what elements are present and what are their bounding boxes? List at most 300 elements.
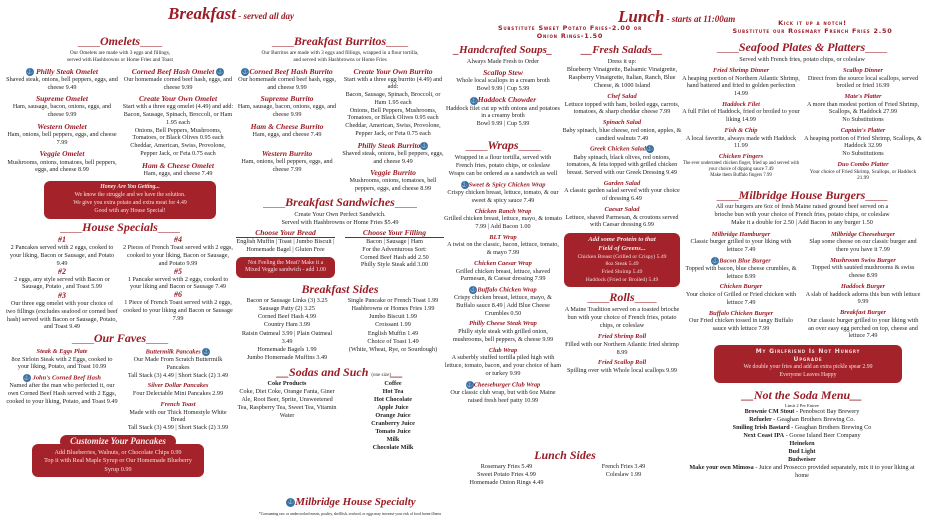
- lunch-subtitle: - starts at 11:00am: [664, 14, 736, 24]
- menu-item: [342, 168, 444, 193]
- menu-item: [6, 149, 118, 174]
- item-name: Western Burrito: [261, 148, 313, 158]
- item-desc: Philly style steak with grilled onion, mushrooms, bell peppers, & cheese 9.99: [452, 328, 554, 343]
- item-desc: Ham, eggs, and cheese 7.49: [252, 130, 322, 138]
- menu-item: [6, 292, 118, 331]
- item-desc: Your choice of Grilled or Fried chicken with lettuce 7.49: [685, 291, 797, 306]
- item-name: Supreme Burrito: [260, 94, 314, 104]
- item-name: Haddock Burger: [840, 282, 886, 290]
- rolls-subtitle: A Maine Tradition served on a toasted brioche bun with your choice of French fries, potato chips, or coleslaw: [564, 305, 680, 329]
- menu-item: [444, 68, 562, 93]
- sub-line: brioche bun with your choice of French fries, potato chips, or coleslaw: [714, 211, 890, 219]
- menu-item: [444, 286, 562, 317]
- menu-item: [444, 381, 562, 405]
- item-number: #2: [58, 266, 66, 276]
- item-name: Steak & Eggs Plate: [36, 347, 88, 355]
- menu-item: [6, 374, 118, 405]
- item-price: Tall Stack (3) 4.99 | Short Stack (2) 3.99: [127, 424, 229, 431]
- item-desc: A heaping portion of Northern Atlantic Shrimp, hand battered and fried to golden perfection 14.99: [682, 74, 800, 97]
- item-name: Fried Shrimp Dinner: [712, 66, 770, 74]
- box-line: We give you extra potato and extra meat for 4.49: [73, 200, 187, 207]
- item-desc: The ever underrated chicken finger, fried up and served with your choice of dipping sauce 7.49: [682, 160, 800, 172]
- menu-item: [444, 347, 562, 378]
- item-name: Cheeseburger Club Wrap: [473, 381, 541, 389]
- drink-item: Hot Tea: [382, 387, 404, 395]
- drink-item: Tomato Juice: [375, 428, 411, 436]
- item-name: Veggie Omelet: [39, 149, 85, 159]
- menu-item: [804, 127, 922, 158]
- seafood-subtitle: Served with French fries, potato chips, or coleslaw: [739, 55, 865, 63]
- lunch-title: Lunch: [618, 7, 665, 26]
- item-name: Duo Combo Platter: [837, 160, 889, 168]
- wraps-title: ____ Wraps ____: [444, 138, 562, 154]
- breakfast-sides-left: [236, 297, 338, 362]
- item-desc: Start with a three egg burrito (4.49) and add:: [343, 75, 443, 91]
- side-item: Sweet Potato Fries 4.99: [477, 471, 536, 479]
- item-name: Create Your Own Omelet: [138, 94, 218, 104]
- item-number: #4: [174, 235, 182, 245]
- item-desc: Whole local scallops in a cream broth: [456, 76, 550, 84]
- item-name: Buffalo Chicken Burger: [708, 309, 774, 317]
- drink-name: Heineken: [789, 440, 815, 448]
- menu-item: [122, 348, 234, 379]
- item-name: Philly Steak Burrito: [357, 140, 421, 150]
- drink-maker: - Penobscot Bay Brewery: [794, 407, 860, 415]
- menu-item: [682, 153, 800, 179]
- drink-item: [682, 440, 922, 448]
- protein-option: Haddock (Fried or Broiled) 5.49: [585, 276, 659, 283]
- item-desc: Lettuce topped with ham, boiled eggs, carrots, tomatoes, & sharp cheddar cheese 7.99: [564, 100, 680, 116]
- item-name: Fried Shrimp Roll: [597, 333, 647, 341]
- item-name: Western Omelet: [37, 121, 87, 131]
- item-extra: Cheddar, American, Swiss, Provolone, Pepper Jack, or Feta 0.75 each: [130, 142, 226, 157]
- drink-maker: - Geaghan Brothers Brewing Co.: [771, 415, 855, 423]
- anchor-icon: ⚓: [470, 97, 478, 104]
- kick-it-up-note: [700, 19, 925, 35]
- item-desc: Baby spinach, blue cheese, red onion, apples, & candied walnuts 7.49: [562, 126, 682, 142]
- menu-item: [122, 67, 234, 92]
- drink-name: Brownie CM Stout: [744, 407, 795, 415]
- sub-line: Served with Hashbrowns or Home Fries $5.49: [281, 218, 399, 226]
- salads-title-text: Fresh Salads: [592, 44, 652, 56]
- item-desc: Made with our Thick Homestyle White Bread: [129, 408, 227, 424]
- item-name: Caesar Salad: [604, 205, 640, 213]
- breakfast-subtitle: - served all day: [236, 11, 294, 21]
- item-price: Tall Stack (3) 4.49 | Short Stack (2) 3.49: [127, 371, 229, 379]
- menu-item: [6, 236, 118, 267]
- item-desc: Ham, sausage, bacon, onions, eggs, and cheese 9.99: [12, 103, 112, 119]
- lunch-sides-right: [567, 463, 680, 487]
- item-desc: A classic garden salad served with your choice of dressing 6.49: [564, 187, 680, 203]
- menu-item: [562, 119, 682, 142]
- drink-item: Apple Juice: [377, 403, 409, 411]
- item-desc: Crispy chicken breast, lettuce, mayo, & Buffalo sauce 8.49 | Add Blue Cheese Crumbles 0.50: [454, 294, 552, 317]
- box-title: Honey Are You Getting...: [100, 184, 160, 191]
- lunch-substitute-note: [440, 24, 700, 40]
- side-item: Corned Beef Hash 4.99: [257, 313, 317, 321]
- item-extra: Cheddar, American, Swiss, Provolone, Pepper Jack, or Feta 0.75 each: [345, 122, 441, 137]
- item-desc: Our homemade corned beef hash, eggs, and cheese 9.99: [123, 75, 233, 91]
- menu-item: [122, 161, 234, 178]
- menu-item: [562, 180, 682, 203]
- hungry-promo-box: [44, 181, 216, 218]
- menu-item: [562, 359, 682, 374]
- drink-item: [682, 408, 922, 416]
- menu-item: [682, 257, 800, 281]
- item-desc: A heaping portion of Fried Shrimp, Scallops, & Haddock 32.99: [804, 134, 922, 150]
- item-desc: English Muffin | Toast | Jumbo Biscuit | Homemade Bagel | Gluten Free: [236, 238, 335, 253]
- menu-item: [342, 67, 444, 138]
- side-item: Raisin Oatmeal 3.99 | Plain Oatmeal 3.49: [241, 329, 333, 345]
- sub-line: French fries, potato chips, or coleslaw: [455, 161, 551, 169]
- sub-line: Dress it up:: [607, 57, 637, 65]
- item-name: Scallop Dinner: [843, 66, 883, 74]
- item-desc: Our three egg omelet with your choice of two fillings (excludes seafood or corned beef hash) served with Bacon or Sausage, Potato, and Toast 9.49: [6, 300, 118, 331]
- item-number: #5: [174, 266, 182, 276]
- soups-title-text: Handcrafted Soups: [459, 44, 547, 56]
- item-desc: For the Adventurous Sort:: [362, 245, 427, 253]
- item-name: Mate's Platter: [844, 93, 882, 100]
- drinks-title-text: Not the Soda Menu: [753, 387, 851, 402]
- item-name: BLT Wrap: [489, 233, 517, 241]
- item-desc: Our Made From Scratch Buttermilk Pancakes: [133, 356, 223, 371]
- drink-item: [682, 432, 922, 440]
- item-name: Haddock Filet: [722, 100, 760, 108]
- item-extra: No Substitutions: [842, 116, 884, 124]
- note-line: Substitute our Rosemary French Fries 2.50: [732, 27, 893, 35]
- drink-maker: - Geaghan Brothers Brewing Co: [789, 423, 872, 431]
- anchor-icon: ⚓: [23, 375, 31, 382]
- item-price: Bowl 9.99 | Cup 5.99: [476, 120, 530, 128]
- item-name: French Toast: [160, 400, 196, 408]
- menu-item: [6, 268, 118, 292]
- menu-item: [236, 67, 338, 92]
- item-desc: Filled with our Northern Atlantic fried shrimp 8.99: [565, 340, 679, 356]
- item-desc: A more than modest portion of Fried Shrimp, Scallops, & Haddock 27.99: [806, 100, 920, 116]
- omelets-title: ____ Omelets ____: [6, 34, 234, 50]
- item-name: Corned Beef Hash Omelet: [131, 66, 215, 76]
- side-item: Single Pancake or French Toast 1.99: [347, 297, 439, 305]
- omelets-subtitle: [6, 50, 234, 64]
- drink-name: Next Coast IPA: [743, 432, 785, 440]
- item-desc: Spilling over with Whole local scallops 9.99: [566, 366, 678, 374]
- girlfriend-upgrade-box: [714, 345, 902, 383]
- sub-line: and served with Hashbrowns or Home Fries: [293, 56, 387, 63]
- drink-item: [682, 416, 922, 424]
- breakfast-header: [168, 3, 294, 24]
- side-item: Rosemary Fries 5.49: [480, 463, 533, 470]
- menu-item: [682, 310, 800, 333]
- item-name: Breakfast Burger: [840, 309, 886, 317]
- column-breakfast-left: [6, 34, 234, 477]
- customize-box: [32, 444, 204, 477]
- item-desc: Ham, onions, bell peppers, eggs, and cheese 7.99: [241, 157, 333, 173]
- note-line: Onion Rings-1.50: [536, 32, 604, 40]
- box-title: Upgrade: [793, 356, 823, 364]
- drink-name: Bud Light: [788, 448, 816, 456]
- salads-dressing: [562, 58, 682, 90]
- lunch-sides-title: Lunch Sides: [534, 448, 596, 462]
- menu-item: [562, 145, 682, 176]
- menu-item: [122, 268, 234, 292]
- item-number: #1: [58, 235, 66, 245]
- menu-item: [6, 348, 118, 371]
- coke-desc: Coke, Diet Coke, Orange Fanta, Giner Ale, Root Beer, Sprite, Unsweetened Tea, Raspberry Tea, Sweet Tea, Vitamin Water: [237, 387, 337, 420]
- item-desc: Shaved steak, onions, bell peppers, eggs, and cheese 9.49: [342, 149, 444, 165]
- item-name: Scallop Stew: [483, 67, 523, 77]
- drink-item: [682, 464, 922, 480]
- menu-item: [804, 231, 922, 254]
- item-desc: Grilled chicken breast, lettuce, shaved Parmesan, & Caesar dressing 7.99: [455, 267, 551, 283]
- menu-item: [444, 181, 562, 205]
- drink-item: [682, 456, 922, 464]
- menu-item: [444, 95, 562, 128]
- side-item: Jumbo Homemade Muffins 3.49: [246, 353, 328, 361]
- menu-item: [236, 94, 338, 119]
- menu-item: [444, 320, 562, 343]
- anchor-icon: ⚓: [460, 181, 469, 188]
- menu-item: [804, 309, 922, 340]
- sub-line: Make it a double for 2.50 | Add Bacon to any burger 1.50: [731, 219, 873, 227]
- drinks-limit: Limit 2 Per Entree: [784, 402, 820, 408]
- side-item: Homemade Onion Rings 4.49: [469, 479, 544, 487]
- item-name: Milbridge Cheeseburger: [830, 230, 896, 238]
- protein-option: Chicken Breast (Grilled or Crispy) 5.49: [577, 253, 667, 260]
- side-item: (White, Wheat, Rye, or Sourdough): [348, 345, 438, 353]
- item-extra: Bacon, Sausage, Spinach, Broccoli, or Ham 1.95 each: [123, 111, 233, 126]
- item-desc: 2 eggs, any style served with Bacon or Sausage, Potato , and Toast 5.99: [14, 275, 110, 291]
- menu-item: [562, 93, 682, 116]
- bread-choice: [236, 228, 335, 254]
- item-desc: Ham, sausage, bacon, onions, eggs, and cheese 9.99: [237, 103, 337, 119]
- item-extra: Onions, Bell Peppers, Mushrooms, Tomatoes, or Black Olives 0.95 each: [132, 126, 224, 142]
- menu-item: [122, 401, 234, 432]
- item-desc: Crispy chicken breast, lettuce, tomato, & our sweet & spicy sauce 7.49: [447, 189, 559, 204]
- item-desc: Corned Beef Hash add 2.50: [360, 253, 429, 261]
- drink-item: Milk: [386, 436, 400, 444]
- item-name: Create Your Own Burrito: [353, 66, 433, 76]
- sandwiches-title: ____ Breakfast Sandwiches ____: [236, 195, 444, 211]
- lunch-sides: [450, 448, 680, 487]
- side-item: Croissant 1.99: [375, 321, 411, 329]
- anchor-icon: ⚓: [469, 287, 478, 294]
- item-name: Bacon Blue Burger: [719, 257, 771, 265]
- item-desc: Mushrooms, onions, tomatoes, bell peppers, eggs, and cheese 8.99: [7, 158, 117, 174]
- item-name: Chicken Ranch Wrap: [474, 207, 532, 215]
- menu-item: [804, 257, 922, 280]
- anchor-icon: ⚓: [420, 142, 429, 149]
- rolls-title: ____ Rolls ____: [562, 290, 682, 306]
- item-name: John's Corned Beef Hash: [32, 374, 101, 382]
- anchor-icon: ⚓: [711, 257, 719, 264]
- item-desc: 2 Pieces of French Toast served with 2 eggs, cooked to your liking, Bacon or Sausage, and Potato 9.99: [123, 244, 233, 267]
- item-desc: Baby spinach, black olives, red onions, tomatoes, & feta topped with grilled chicken breast. Served with our Greek Dressing 9.49: [566, 153, 678, 177]
- sub-line: Create Your Own Perfect Sandwich.: [294, 210, 386, 218]
- burgers-title: ____ Milbridge House Burgers ____: [682, 188, 922, 204]
- item-name: Club Wrap: [488, 346, 518, 354]
- item-desc: 1 Piece of French Toast served with 2 eggs, cooked to your liking and Bacon or Sausage 7.99: [123, 299, 233, 322]
- item-name: Choose Your Bread: [236, 228, 335, 238]
- food-safety-disclaimer: *Consuming raw or undercooked meats, poultry, shellfish, seafood, or eggs may increase your risk of food borne illness: [258, 512, 442, 516]
- item-name: Spinach Salad: [602, 119, 642, 127]
- menu-item: [6, 122, 118, 147]
- drink-name: Budweiser: [788, 456, 816, 464]
- item-number: #3: [58, 291, 66, 301]
- menu-item: [682, 231, 800, 254]
- item-name: Veggie Burrito: [370, 168, 416, 178]
- item-desc: Ham, eggs, and cheese 7.49: [143, 169, 213, 177]
- item-desc: Ham, onions, bell peppers, eggs, and cheese 7.99: [7, 130, 117, 146]
- item-desc: Shaved steak, onions, bell peppers, eggs, and cheese 9.49: [6, 75, 118, 91]
- sub-line: Blueberry Vinaigrette, Balsamic Vinaigrette, Raspberry Vinaigrette, Italian, Ranch, Blue Cheese, & 1000 Island: [566, 65, 678, 89]
- item-desc: A suberbly stuffed tortilla piled high with lettuce, tomato, bacon, and your choice of ham or turkey 9.99: [444, 354, 562, 377]
- veggie-sandwich-box: Not Feeling the Meat? Make it a Mixed Veggie sandwich - add 1.00: [236, 257, 335, 279]
- protein-option: Fried Shrimp 5.49: [601, 269, 643, 276]
- item-name: Chicken Burger: [719, 283, 763, 291]
- side-item: English Muffin 1.49: [367, 329, 419, 337]
- item-name: Chicken Caesar Wrap: [474, 259, 532, 267]
- drink-item: Chocolate Milk: [372, 444, 414, 452]
- our-faves-title: ____ Our Faves ____: [6, 331, 234, 347]
- note-line: Substitute Sweet Potato Fries-2.00 or: [497, 24, 642, 32]
- item-name: Supreme Omelet: [35, 94, 89, 104]
- drink-item: [682, 448, 922, 456]
- item-name: Milbridge Hamburger: [711, 230, 771, 238]
- item-desc: Classic burger grilled to your liking with lettuce 7.49: [690, 238, 792, 253]
- item-name: Buttermilk Pancakes: [145, 348, 201, 356]
- item-name: Philly Steak Omelet: [35, 66, 98, 76]
- item-name: Garden Salad: [603, 179, 641, 187]
- column-seafood-burgers-drinks: [682, 40, 922, 480]
- burritos-title: ____ Breakfast Burritos ____: [236, 34, 444, 50]
- item-desc: Direct from the source local scallops, served broiled or fried 16.99: [807, 74, 919, 90]
- item-price: Bowl 9.99 | Cup 5.99: [476, 84, 530, 92]
- menu-item: [562, 333, 682, 356]
- menu-item: [122, 94, 234, 157]
- sodas-title-text: Sodas and Such: [289, 364, 369, 379]
- item-desc: A twist on the classic, bacon, lettuce, tomato, & mayo 7.99: [447, 241, 559, 257]
- item-extra: Bacon, Sausage, Spinach, Broccoli, or Ham 1.95 each: [345, 91, 441, 106]
- size-note: (one size): [371, 372, 391, 378]
- item-desc: 1 Pancake served with 2 eggs, cooked to your liking and Bacon or Sausage 7.49: [127, 275, 229, 291]
- menu-item: [804, 67, 922, 90]
- item-name: Buffalo Chicken Wrap: [477, 286, 537, 294]
- box-line: Good with any House Special!: [94, 207, 166, 214]
- menu-item: [122, 382, 234, 397]
- item-name: Corned Beef Hash Burrito: [249, 66, 333, 76]
- item-desc: Philly Style Steak add 3.00: [360, 261, 429, 269]
- item-name: Fish & Chip: [724, 126, 758, 134]
- lunch-sides-left: [450, 463, 563, 487]
- menu-item: [444, 234, 562, 257]
- menu-item: [682, 67, 800, 98]
- breakfast-title: Breakfast: [168, 4, 236, 23]
- seafood-title: ____ Seafood Plates & Platters ____: [682, 40, 922, 56]
- box-line: We know the struggle and we have the solution.: [74, 192, 186, 199]
- item-name: Chicken Fingers: [718, 153, 764, 161]
- item-name: Ham & Cheese Burrito: [250, 121, 324, 131]
- item-desc: Our homemade corned beef hash, eggs, and cheese 9.99: [238, 75, 336, 91]
- side-item: Sausage Patty (2) 3.25: [259, 305, 315, 313]
- note-line: Kick it up a notch!: [778, 19, 847, 27]
- coke-products: [236, 380, 338, 453]
- box-line: Everyone Leaves Happy: [779, 372, 837, 378]
- side-item: Jumbo Biscuit 1.99: [369, 313, 417, 321]
- menu-item: [804, 93, 922, 124]
- drink-name: Smiling Irish Bastard: [732, 423, 790, 431]
- item-desc: Named after the man who perfected it, our own Corned Beef Hash served with 2 Eggs, cooked to your liking, Potato, and Toast 9.49: [6, 382, 118, 405]
- menu-item: [236, 122, 338, 139]
- side-item: Choice of Toast 1.49: [367, 337, 419, 345]
- item-number: #6: [174, 290, 182, 300]
- item-name: Mushroom Swiss Burger: [830, 256, 896, 264]
- sub-line: served with Hashbrowns or Home Fries and Toast: [67, 56, 173, 63]
- anchor-icon: ⚓: [202, 348, 211, 355]
- anchor-icon: ⚓: [26, 68, 34, 75]
- drink-item: Cranberry Juice: [371, 420, 415, 428]
- menu-item: [444, 208, 562, 231]
- menu-item: [236, 149, 338, 174]
- menu-item: [122, 291, 234, 322]
- side-item: Bacon or Sausage Links (3) 3.25: [246, 297, 328, 305]
- other-drinks: [342, 380, 444, 453]
- menu-item: [6, 94, 118, 119]
- drink-name: Make your own Mimosa: [689, 464, 754, 472]
- anchor-icon: ⚓: [287, 498, 295, 505]
- item-name: Philly Cheese Steak Wrap: [469, 320, 537, 328]
- box-title: Add some Protein to that: [588, 236, 656, 244]
- filling-choice: [345, 228, 444, 269]
- salads-title: __Fresh Salads__: [581, 44, 663, 56]
- item-desc: Start with a three egg omelet (4.49) and add:: [122, 103, 234, 111]
- anchor-icon: ⚓: [216, 68, 224, 75]
- column-lunch-salads-rolls: [562, 44, 682, 375]
- menu-item: [6, 67, 118, 92]
- anchor-icon: ⚓: [646, 146, 654, 153]
- sub-line: Our Omelets are made with 3 eggs and fillings,: [69, 49, 171, 56]
- side-item: Homemade Bagels 1.99: [257, 345, 317, 353]
- item-desc: Slap some cheese on our classic burger and there you have it 7.99: [809, 238, 917, 253]
- menu-item: [682, 101, 800, 124]
- side-item: Country Ham 3.99: [263, 321, 311, 329]
- sandwiches-subtitle: [236, 211, 444, 227]
- side-item: Hashbrowns or Homes Fries 1.99: [351, 305, 435, 313]
- item-desc: Grilled chicken breast, lettuce, mayo, & tomato 7.99 | Add Bacon 1.00: [444, 215, 562, 230]
- sub-line: Our Burritos are made with 3 eggs and fillings, wrapped in a flour tortilla,: [261, 49, 419, 56]
- drink-item: Hot Chocolate: [374, 395, 412, 403]
- menu-item: [682, 127, 800, 150]
- specialty-legend: [236, 496, 466, 510]
- coke-title: Coke Products: [267, 379, 307, 387]
- side-item: French Fries 3.49: [601, 463, 646, 470]
- item-extra: Onions, Bell Peppers, Mushrooms, Tomatoes, or Black Olives 0.95 each: [347, 106, 439, 122]
- side-item: Coleslaw 1.99: [605, 471, 642, 479]
- menu-item: [804, 283, 922, 306]
- item-name: Ham & Cheese Omelet: [142, 160, 214, 170]
- menu-item: [804, 161, 922, 182]
- item-extra: Make them Buffalo fingers 7.99: [710, 172, 772, 178]
- sub-line: Wraps can be ordered as a sandwich as well: [448, 169, 558, 177]
- anchor-icon: ⚓: [465, 381, 474, 388]
- item-name: Greek Chicken Salad: [589, 145, 647, 153]
- column-breakfast-right: [236, 34, 444, 452]
- menu-item: [562, 206, 682, 229]
- item-desc: Four Delectable Mini Pancakes 2.99: [132, 390, 224, 398]
- wraps-subtitle: [444, 154, 562, 178]
- drinks-title: __Not the Soda Menu__: [741, 387, 863, 402]
- drink-maker: - Goose Island Beer Company: [784, 432, 861, 440]
- item-name: Silver Dollar Pancakes: [147, 382, 209, 390]
